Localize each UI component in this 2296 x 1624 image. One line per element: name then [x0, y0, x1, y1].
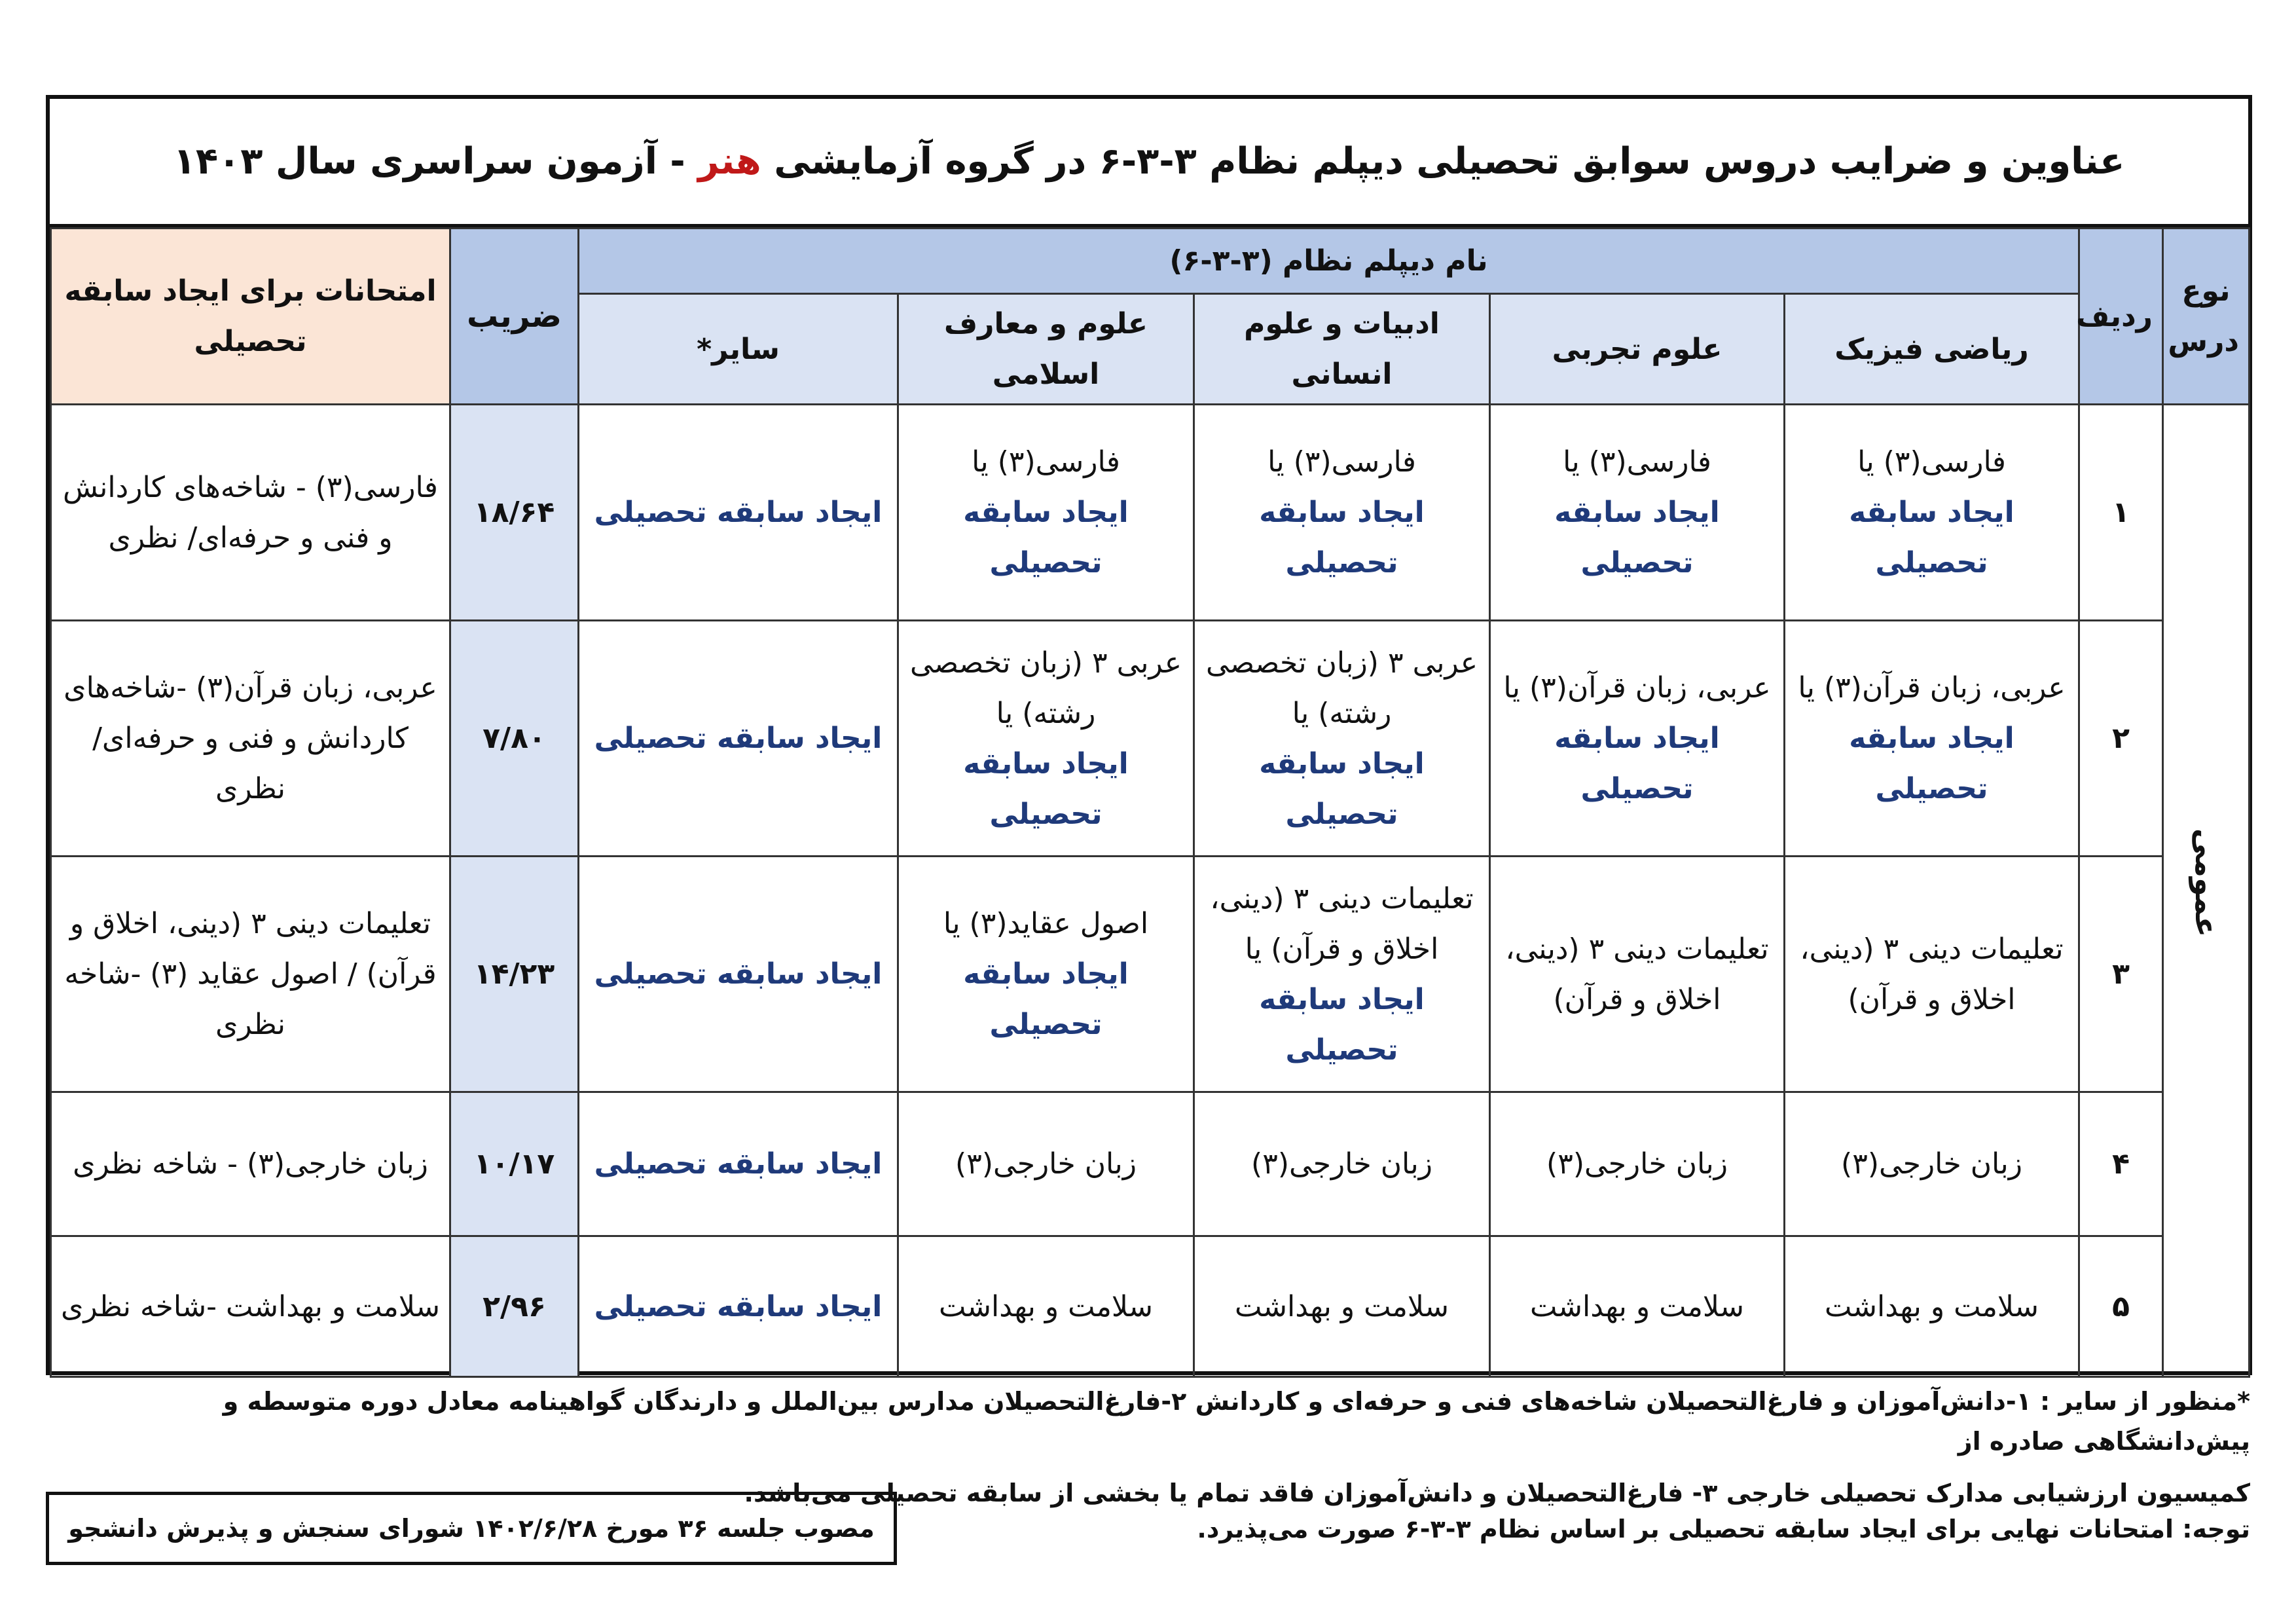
header-diploma: نام دیپلم نظام (۳-۳-۶)	[579, 229, 2079, 294]
table-row	[51, 405, 2250, 621]
row-number: ۵	[2079, 1236, 2163, 1377]
cell: زبان خارجی(۳)	[1194, 1092, 1490, 1236]
exam-cell: سلامت و بهداشت -شاخه نظری	[51, 1236, 450, 1377]
header-exams: امتحانات برای ایجاد سابقه تحصیلی	[51, 229, 450, 405]
footnote-line1: *منظور از سایر : ۱-دانش‌آموزان و فارغ‌التحصیلان شاخه‌های فنی و حرفه‌ای و کاردانش ۲-فارغ‌التحصیلان مدارس بین‌الملل و دارندگان گواهینامه معادل دوره متوسطه و پیش‌دانشگاهی صادره از	[223, 1387, 2250, 1456]
coef-value: ۷/۸۰	[450, 621, 579, 857]
exam-cell: زبان خارجی(۳) - شاخه نظری	[51, 1092, 450, 1236]
cell: اصول عقاید(۳) یا ایجاد سابقه تحصیلی	[898, 857, 1194, 1092]
table-row	[51, 1236, 2250, 1377]
row-number: ۳	[2079, 857, 2163, 1092]
cell: عربی، زبان قرآن(۳) یا ایجاد سابقه تحصیلی	[1785, 621, 2079, 857]
cell: فارسی(۳) یا ایجاد سابقه تحصیلی	[898, 405, 1194, 621]
title-part2: - آزمون سراسری سال ۱۴۰۳	[173, 140, 685, 183]
header-col-humanities: ادبیات و علوم انسانی	[1194, 294, 1490, 405]
title-part1: عناوین و ضرایب دروس سوابق تحصیلی دیپلم نظام ۳-۳-۶ در گروه آزمایشی	[774, 140, 2125, 183]
header-col-math: ریاضی فیزیک	[1785, 294, 2079, 405]
cell: ایجاد سابقه تحصیلی	[579, 621, 898, 857]
row-number: ۴	[2079, 1092, 2163, 1236]
header-col-other: سایر*	[579, 294, 898, 405]
cell: سلامت و بهداشت	[1490, 1236, 1785, 1377]
cell: عربی ۳ (زبان تخصصی رشته) یا ایجاد سابقه تحصیلی	[1194, 621, 1490, 857]
cell: سلامت و بهداشت	[1194, 1236, 1490, 1377]
cell: فارسی(۳) یا ایجاد سابقه تحصیلی	[1490, 405, 1785, 621]
cell: زبان خارجی(۳)	[898, 1092, 1194, 1236]
cell: ایجاد سابقه تحصیلی	[579, 1236, 898, 1377]
row-number: ۱	[2079, 405, 2163, 621]
coef-value: ۱۴/۲۳	[450, 857, 579, 1092]
cell: عربی، زبان قرآن(۳) یا ایجاد سابقه تحصیلی	[1490, 621, 1785, 857]
coef-value: ۱۰/۱۷	[450, 1092, 579, 1236]
cell: ایجاد سابقه تحصیلی	[579, 857, 898, 1092]
table-row	[51, 1092, 2250, 1236]
category-cell	[2163, 405, 2250, 1377]
approval-text: مصوب جلسه ۳۶ مورخ ۱۴۰۲/۶/۲۸ شورای سنجش و پذیرش دانشجو	[68, 1514, 875, 1543]
coefficients-table	[50, 227, 2250, 1378]
cell: ایجاد سابقه تحصیلی	[579, 1092, 898, 1236]
cell: سلامت و بهداشت	[898, 1236, 1194, 1377]
cell: ایجاد سابقه تحصیلی	[579, 405, 898, 621]
table-frame	[46, 95, 2252, 1375]
header-coef: ضریب	[450, 229, 579, 405]
exam-cell: تعلیمات دینی ۳ (دینی، اخلاق و قرآن) / اصول عقاید (۳) -شاخه نظری	[51, 857, 450, 1092]
row-number: ۲	[2079, 621, 2163, 857]
cell: تعلیمات دینی ۳ (دینی، اخلاق و قرآن)	[1490, 857, 1785, 1092]
cell: فارسی(۳) یا ایجاد سابقه تحصیلی	[1194, 405, 1490, 621]
cell: تعلیمات دینی ۳ (دینی، اخلاق و قرآن) یا ایجاد سابقه تحصیلی	[1194, 857, 1490, 1092]
coef-value: ۱۸/۶۴	[450, 405, 579, 621]
header-col-science: علوم تجربی	[1490, 294, 1785, 405]
header-row: ردیف	[2079, 229, 2163, 405]
cell: زبان خارجی(۳)	[1785, 1092, 2079, 1236]
title-group: هنر	[698, 140, 761, 183]
approval-box	[46, 1492, 897, 1565]
exam-cell: عربی، زبان قرآن(۳) -شاخه‌های کاردانش و فنی و حرفه‌ای/نظری	[51, 621, 450, 857]
page-title	[50, 99, 2248, 227]
cell: فارسی(۳) یا ایجاد سابقه تحصیلی	[1785, 405, 2079, 621]
table-row	[51, 621, 2250, 857]
category-label: عمومی	[2188, 828, 2224, 938]
cell: عربی ۳ (زبان تخصصی رشته) یا ایجاد سابقه تحصیلی	[898, 621, 1194, 857]
header-type: نوع درس	[2163, 229, 2250, 405]
attention-note: توجه: امتحانات نهایی برای ایجاد سابقه تحصیلی بر اساس نظام ۳-۳-۶ صورت می‌پذیرد.	[1197, 1515, 2250, 1543]
header-col-islamic: علوم و معارف اسلامی	[898, 294, 1194, 405]
cell: زبان خارجی(۳)	[1490, 1092, 1785, 1236]
footnote-line2: کمیسیون ارزشیابی مدارک تحصیلی خارجی ۳- فارغ‌التحصیلان و دانش‌آموزان فاقد تمام یا بخشی از سابقه تحصیلی می‌باشد.	[744, 1478, 2250, 1507]
exam-cell: فارسی(۳) - شاخه‌های کاردانش و فنی و حرفه‌ای/ نظری	[51, 405, 450, 621]
table-row	[51, 857, 2250, 1092]
cell: سلامت و بهداشت	[1785, 1236, 2079, 1377]
cell: تعلیمات دینی ۳ (دینی، اخلاق و قرآن)	[1785, 857, 2079, 1092]
coef-value: ۲/۹۶	[450, 1236, 579, 1377]
